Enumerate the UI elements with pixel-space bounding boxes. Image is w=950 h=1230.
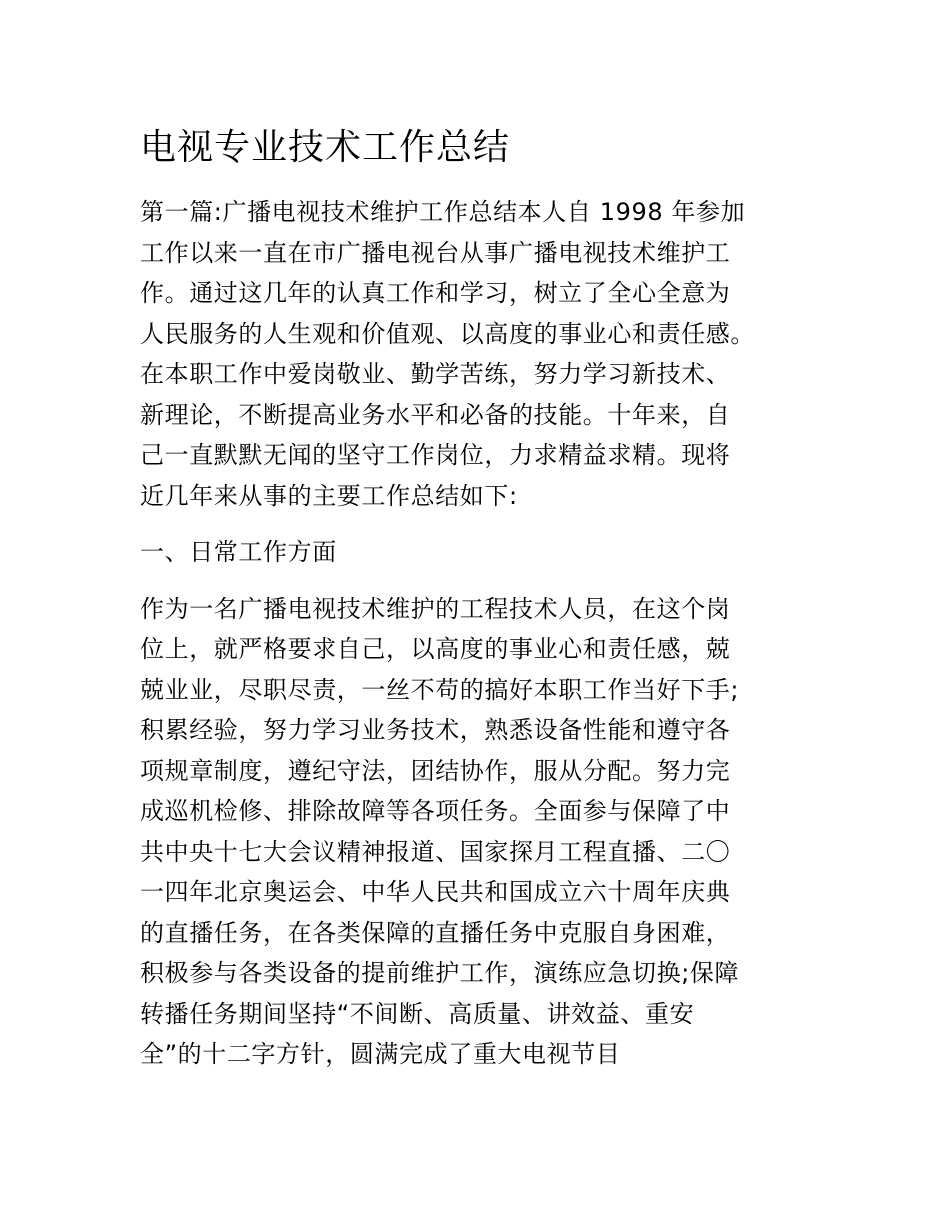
text-line: 项规章制度，遵纪守法，团结协作，服从分配。努力完 xyxy=(140,756,731,785)
text-line: 共中央十七大会议精神报道、国家探月工程直播、二〇 xyxy=(140,837,731,866)
text-line: 第一篇:广播电视技术维护工作总结本人自 1998 年参加 xyxy=(140,198,746,226)
text-line: 作为一名广播电视技术维护的工程技术人员，在这个岗 xyxy=(140,594,731,623)
document-page xyxy=(140,120,805,1075)
text-line: 己一直默默无闻的坚守工作岗位，力求精益求精。现将 xyxy=(140,441,731,469)
text-line: 作。通过这几年的认真工作和学习，树立了全心全意为 xyxy=(140,279,731,307)
text-line: 积极参与各类设备的提前维护工作，演练应急切换;保障 xyxy=(140,959,740,987)
text-line: 积累经验，努力学习业务技术，熟悉设备性能和遵守各 xyxy=(140,716,731,744)
text-line: 位上，就严格要求自己，以高度的事业心和责任感，兢 xyxy=(140,635,731,663)
text-line: 新理论，不断提高业务水平和必备的技能。十年来，自 xyxy=(140,400,731,429)
text-line: 在本职工作中爱岗敬业、勤学苦练，努力学习新技术、 xyxy=(140,360,731,388)
document-title: 电视专业技术工作总结 xyxy=(140,127,511,168)
text-line: 兢业业，尽职尽责，一丝不苟的搞好本职工作当好下手; xyxy=(140,675,740,704)
text-line: 转播任务期间坚持“不间断、高质量、讲效益、重安 xyxy=(140,999,695,1028)
text-line: 工作以来一直在市广播电视台从事广播电视技术维护工 xyxy=(140,238,731,267)
section-heading-block xyxy=(140,532,805,573)
section-heading: 一、日常工作方面 xyxy=(140,538,337,566)
text-line: 全”的十二字方针，圆满完成了重大电视节目 xyxy=(140,1040,621,1068)
intro-paragraph xyxy=(140,192,805,516)
body-paragraph xyxy=(140,589,805,1075)
text-line: 的直播任务，在各类保障的直播任务中克服自身困难， xyxy=(140,918,731,947)
text-line: 一四年北京奥运会、中华人民共和国成立六十周年庆典 xyxy=(140,878,731,906)
text-line: 近几年来从事的主要工作总结如下: xyxy=(140,481,518,510)
text-line: 人民服务的人生观和价值观、以高度的事业心和责任感。 xyxy=(140,319,755,348)
text-line: 成巡机检修、排除故障等各项任务。全面参与保障了中 xyxy=(140,797,731,825)
